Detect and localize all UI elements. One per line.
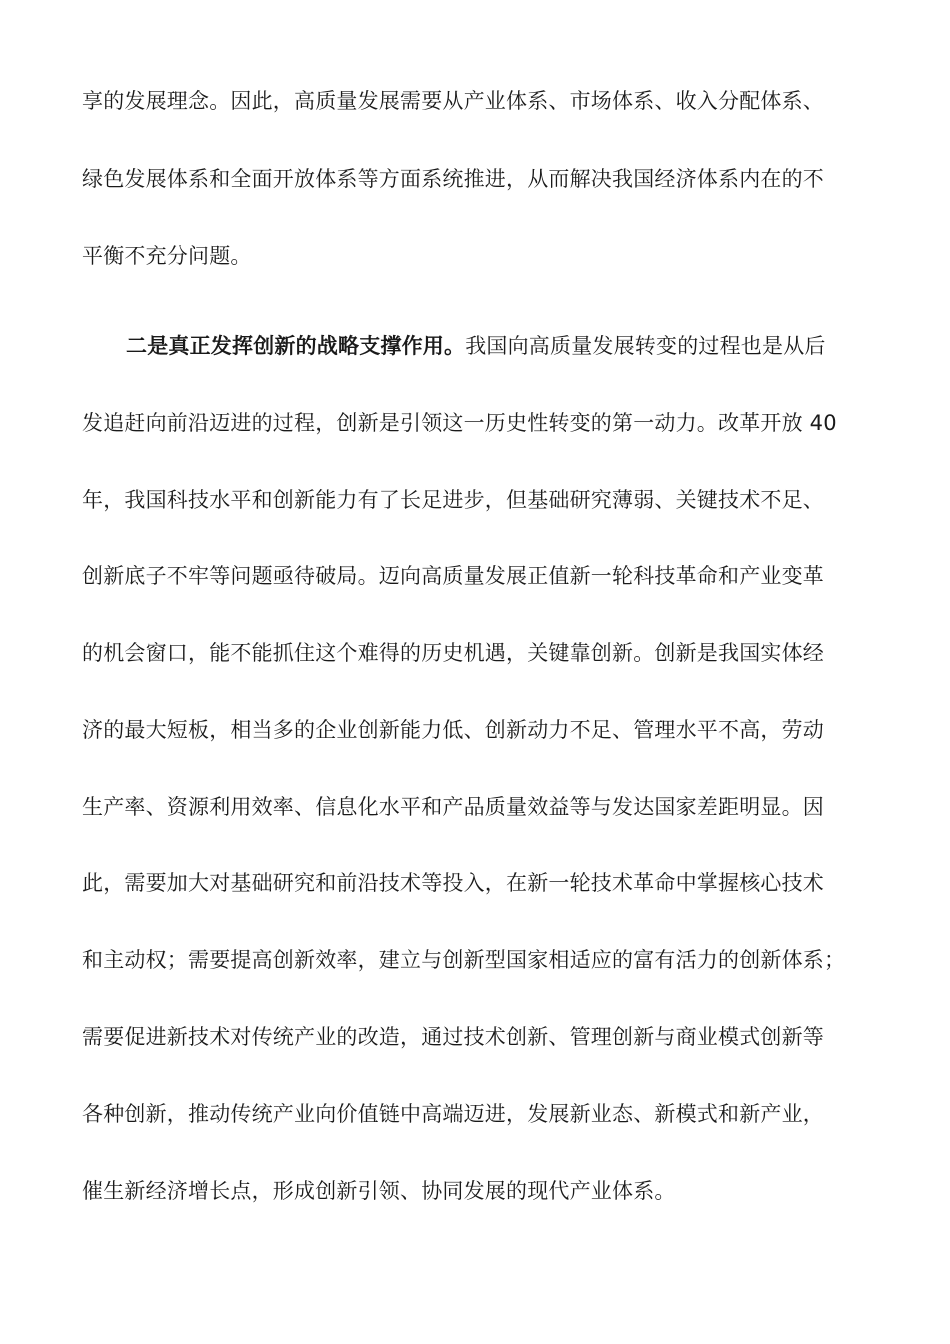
paragraph2-line-1-rest: 我国向高质量发展转变的过程也是从后 <box>465 334 826 358</box>
paragraph2-line-6: 济的最大短板，相当多的企业创新能力低、创新动力不足、管理水平不高，劳动 <box>82 718 824 742</box>
paragraph2-heading: 二是真正发挥创新的战略支撑作用。 <box>126 334 466 358</box>
paragraph2-line-12: 催生新经济增长点，形成创新引领、协同发展的现代产业体系。 <box>82 1179 676 1203</box>
paragraph1-line-1: 享的发展理念。因此，高质量发展需要从产业体系、市场体系、收入分配体系、 <box>82 89 824 113</box>
paragraph2-line-7: 生产率、资源利用效率、信息化水平和产品质量效益等与发达国家差距明显。因 <box>82 795 824 819</box>
paragraph1-line-3: 平衡不充分问题。 <box>82 244 252 268</box>
paragraph2-line-1 <box>126 331 926 361</box>
paragraph2-line-9: 和主动权；需要提高创新效率，建立与创新型国家相适应的富有活力的创新体系； <box>82 948 846 972</box>
paragraph2-line-8: 此，需要加大对基础研究和前沿技术等投入，在新一轮技术革命中掌握核心技术 <box>82 871 824 895</box>
paragraph2-line-10: 需要促进新技术对传统产业的改造，通过技术创新、管理创新与商业模式创新等 <box>82 1025 824 1049</box>
paragraph1-line-2: 绿色发展体系和全面开放体系等方面系统推进，从而解决我国经济体系内在的不 <box>82 167 824 191</box>
paragraph2-line-11: 各种创新，推动传统产业向价值链中高端迈进，发展新业态、新模式和新产业， <box>82 1102 824 1126</box>
paragraph2-line-3: 年，我国科技水平和创新能力有了长足进步，但基础研究薄弱、关键技术不足、 <box>82 488 824 512</box>
paragraph2-line-2: 发追赶向前沿迈进的过程，创新是引领这一历史性转变的第一动力。改革开放 40 <box>82 411 837 435</box>
paragraph2-line-4: 创新底子不牢等问题亟待破局。迈向高质量发展正值新一轮科技革命和产业变革 <box>82 564 824 588</box>
paragraph2-line-5: 的机会窗口，能不能抓住这个难得的历史机遇，关键靠创新。创新是我国实体经 <box>82 641 824 665</box>
